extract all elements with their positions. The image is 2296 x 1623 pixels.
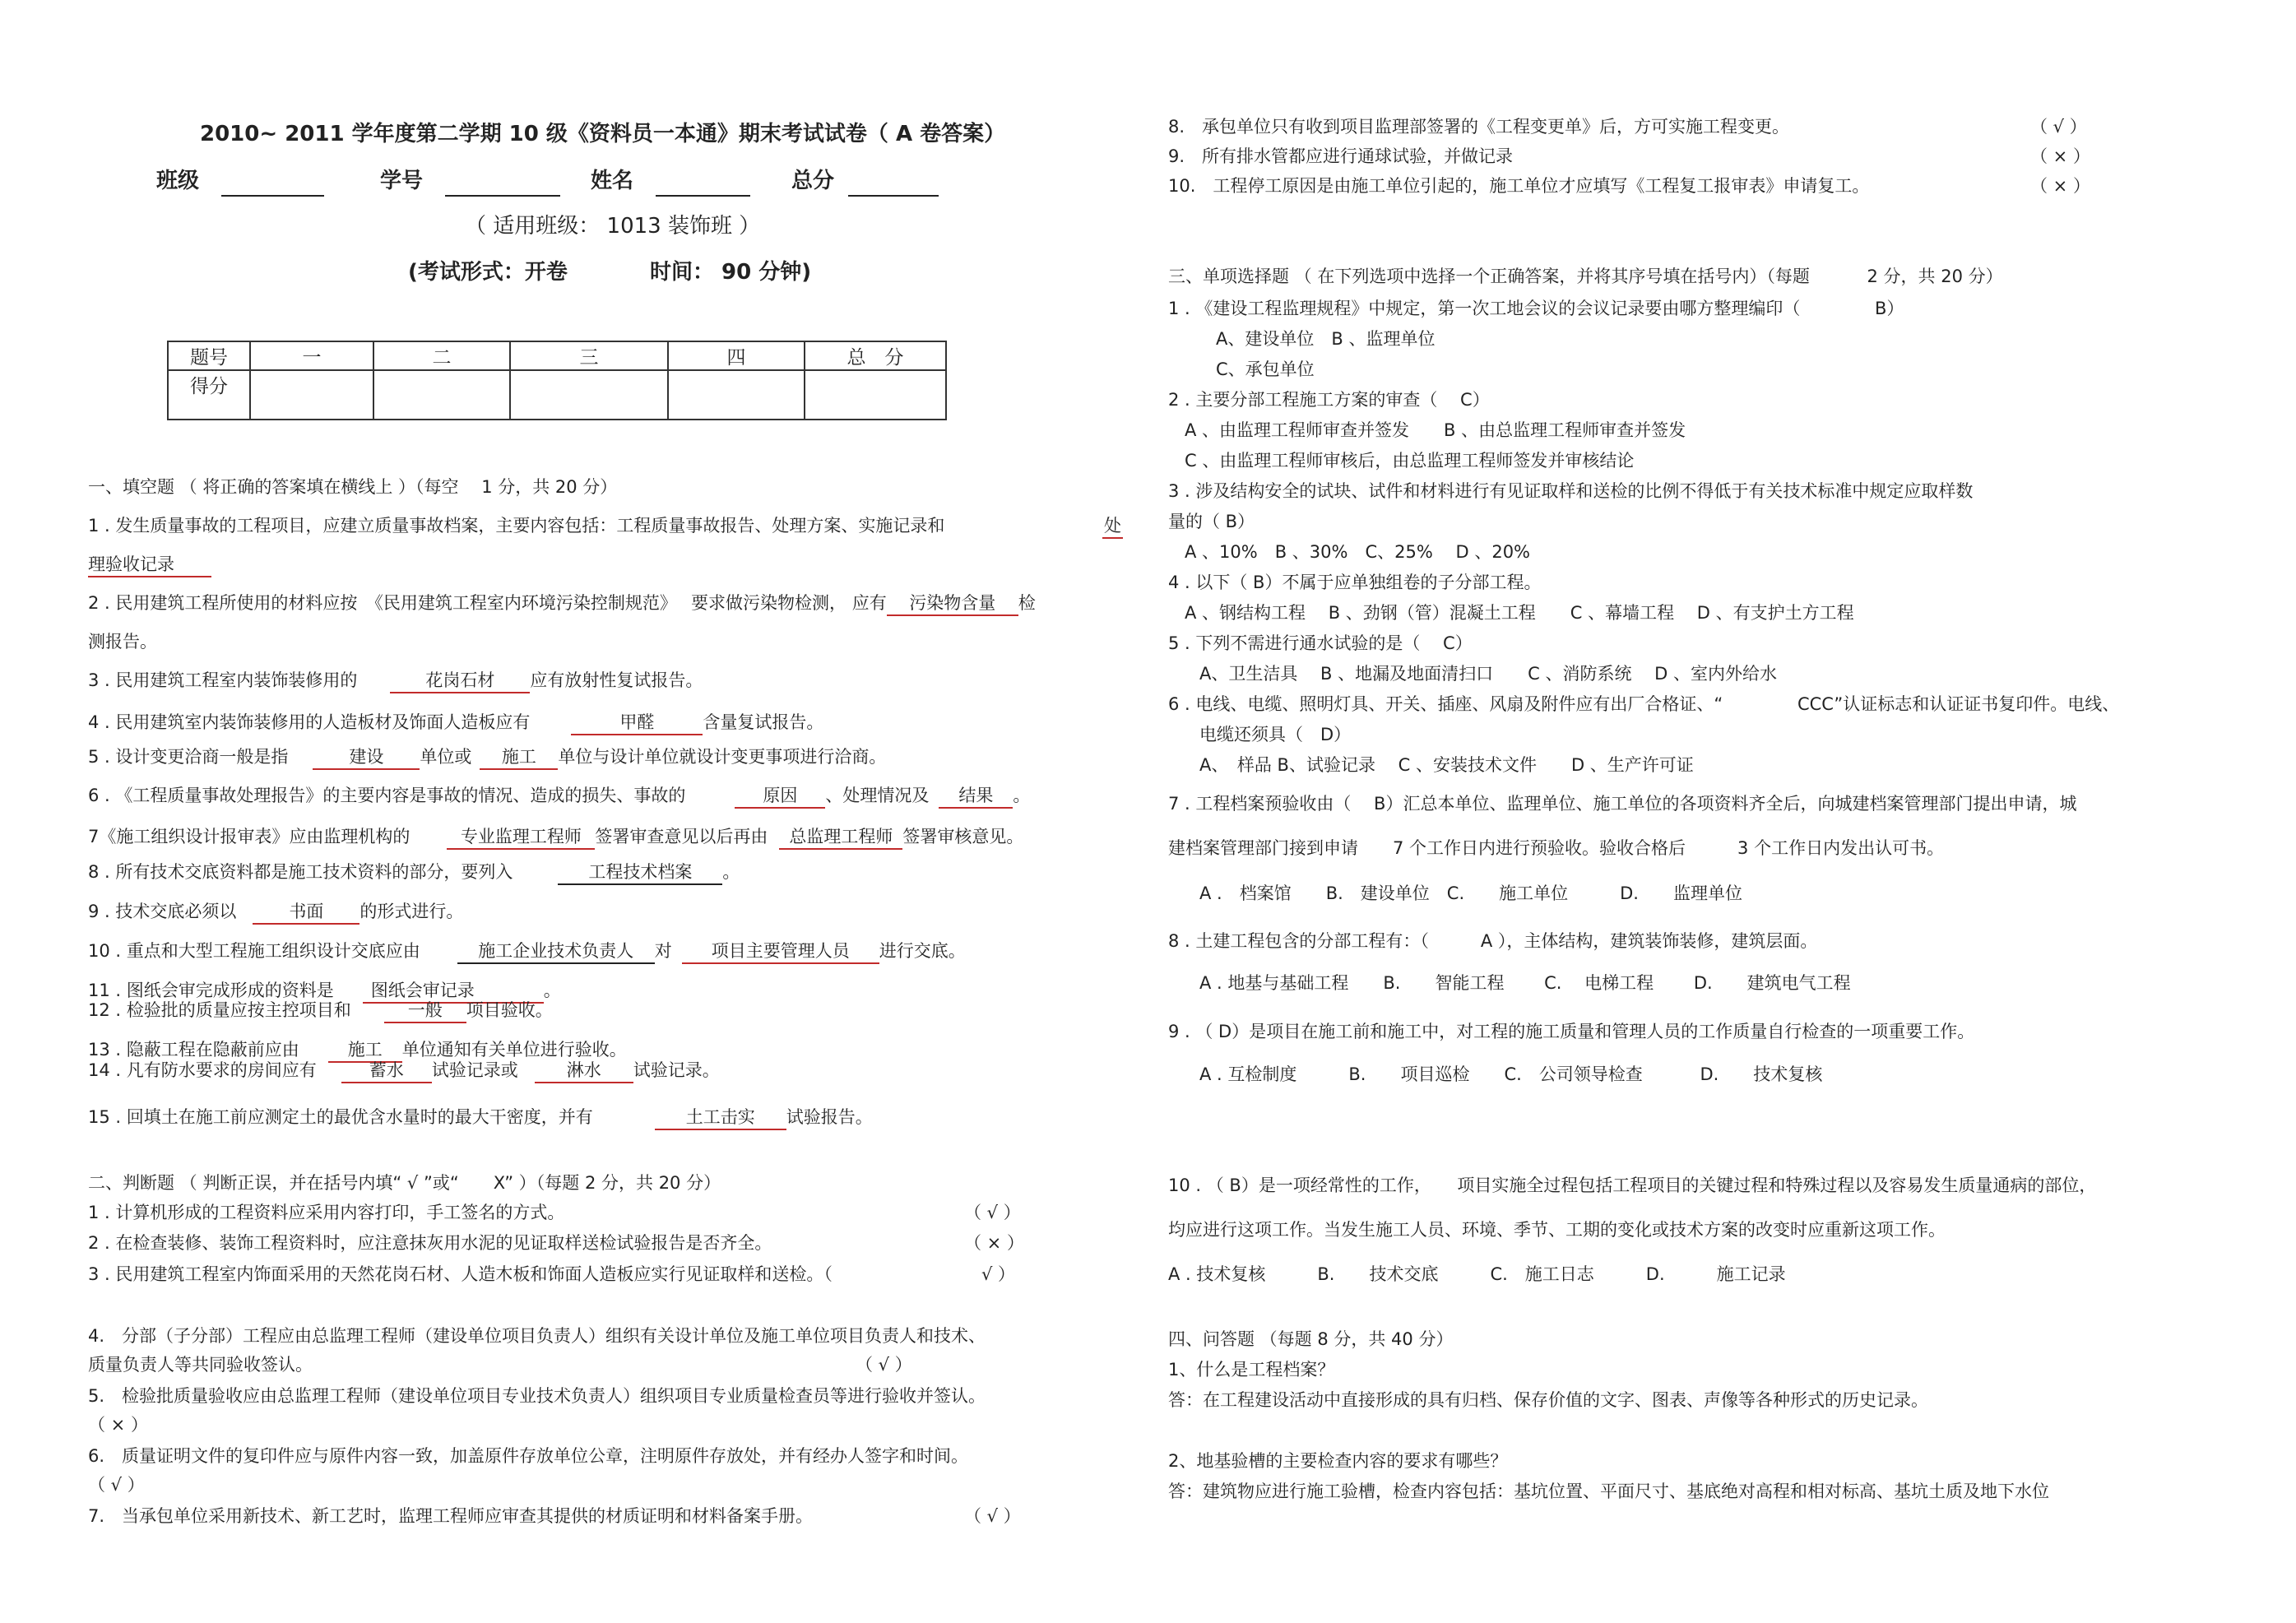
fill-q3-answer: 花岗石材: [390, 669, 530, 693]
fill-q8-text: 8 . 所有技术交底资料都是施工技术资料的部分，要列入: [88, 862, 513, 882]
judge-q2: 2 . 在检查装修、装饰工程资料时，应注意抹灰用水泥的见证取样送检试验报告是否齐全。: [88, 1233, 772, 1253]
total-label: 总分: [791, 169, 835, 193]
class-blank[interactable]: [221, 167, 324, 197]
fill-q7-answer2: 总监理工程师: [779, 825, 902, 850]
fill-q7-text-mid: 签署审查意见以后再由: [595, 827, 768, 846]
fill-q1-line1: 1 . 发生质量事故的工程项目，应建立质量事故档案，主要内容包括：工程质量事故报告、处理方案、实施记录和: [88, 516, 945, 536]
fill-q6-answer1: 原因: [735, 784, 825, 809]
judge-q8-mark: （ √ ）: [2030, 117, 2087, 137]
judge-q3-mark: √ ）: [981, 1264, 1016, 1284]
score-cell[interactable]: [668, 370, 805, 420]
score-cell[interactable]: [510, 370, 668, 420]
choice-q7-options: A . 档案馆 B. 建设单位 C. 施工单位 D. 监理单位: [1199, 883, 1742, 903]
fill-q15-text: 15 . 回填土在施工前应测定土的最优含水量时的最大干密度，并有: [88, 1107, 593, 1127]
judge-q5-mark: （ × ）: [88, 1415, 148, 1435]
choice-q8-options: A . 地基与基础工程 B. 智能工程 C. 电梯工程 D. 建筑电气工程: [1199, 973, 1851, 993]
choice-q7-line2: 建档案管理部门接到申请 7 个工作日内进行预验收。验收合格后 3 个工作日内发出认可书。: [1168, 838, 1945, 858]
essay-q2: 2、地基验槽的主要检查内容的要求有哪些？: [1168, 1451, 1508, 1471]
fill-q14-text-end: 试验记录。: [633, 1060, 720, 1080]
id-label: 学号: [380, 169, 424, 193]
fill-q2-text-end: 检: [1018, 593, 1036, 613]
choice-q9-options: A . 互检制度 B. 项目巡检 C. 公司领导检查 D. 技术复核: [1199, 1064, 1823, 1084]
score-table-row: [168, 370, 946, 420]
choice-q6-line1: 6 . 电线、电缆、照明灯具、开关、插座、风扇及附件应有出厂合格证、“ CCC”认证标志和认证证书复印件。电线、: [1168, 694, 2120, 714]
fill-q11-text: 11 . 图纸会审完成形成的资料是: [88, 981, 334, 1000]
score-header-cell: 题号: [168, 341, 250, 370]
fill-q1-answer-start: [1102, 514, 1123, 539]
fill-q6-text-end: 。: [1013, 786, 1031, 805]
score-header-cell: 一: [250, 341, 373, 370]
fill-q7-text: 7《施工组织设计报审表》应由监理机构的: [88, 827, 410, 846]
choice-q2: 2 . 主要分部工程施工方案的审查（ C）: [1168, 390, 1490, 410]
fill-q10-answer2: 项目主要管理人员: [682, 939, 879, 964]
judge-q10: 10. 工程停工原因是由施工单位引起的，施工单位才应填写《工程复工报审表》申请复工。: [1168, 176, 1870, 196]
student-id-field: [380, 167, 560, 197]
fill-q9: [88, 900, 463, 925]
fill-q4-answer: 甲醛: [571, 711, 703, 735]
judge-q3: 3 . 民用建筑工程室内饰面采用的天然花岗石材、人造木板和饰面人造板应实行见证取样和送检。（: [88, 1264, 833, 1284]
choice-q9: 9 . （ D）是项目在施工前和施工中，对工程的施工质量和管理人员的工作质量自行检查的一项重要工作。: [1168, 1022, 1975, 1041]
choice-q8: 8 . 土建工程包含的分部工程有：（ A ），主体结构，建筑装饰装修，建筑层面。: [1168, 931, 1818, 951]
essay-a2: 答：建筑物应进行施工验槽，检查内容包括：基坑位置、平面尺寸、基底绝对高程和相对标高、基坑土质及地下水位: [1168, 1482, 2049, 1501]
fill-q9-text: 9 . 技术交底必须以: [88, 902, 237, 921]
fill-q14-answer1: 蓄水: [341, 1059, 432, 1083]
fill-q10-text: 10 . 重点和大型工程施工组织设计交底应由: [88, 941, 420, 961]
choice-q1-options2: C、承包单位: [1216, 359, 1315, 379]
fill-q11-answer: 图纸会审记录: [363, 979, 544, 1004]
fill-q2-line1: [88, 591, 1036, 616]
essay-q1: 1、什么是工程档案？: [1168, 1360, 1335, 1380]
choice-q6-options: A、 样品 B、试验记录 C 、安装技术文件 D 、生产许可证: [1199, 755, 1694, 775]
choice-q7-line1: 7 . 工程档案预验收由（ B）汇总本单位、监理单位、施工单位的各项资料齐全后，向城建档案管理部门提出申请，城: [1168, 794, 2077, 814]
fill-q12-answer: 一般: [384, 999, 466, 1023]
name-label: 姓名: [591, 169, 634, 193]
fill-q12: [88, 999, 553, 1023]
class-label: 班级: [156, 169, 200, 193]
fill-q14: [88, 1059, 720, 1083]
judge-q1-mark: （ √ ）: [964, 1203, 1021, 1222]
essay-a1: 答：在工程建设活动中直接形成的具有归档、保存价值的文字、图表、声像等各种形式的历史记录。: [1168, 1390, 1928, 1410]
score-cell[interactable]: [373, 370, 510, 420]
score-cell[interactable]: [250, 370, 373, 420]
fill-q4-text: 4 . 民用建筑室内装饰装修用的人造板材及饰面人造板应有: [88, 712, 531, 732]
fill-q7: [88, 825, 1023, 850]
choice-q5-options: A、卫生洁具 B 、地漏及地面清扫口 C 、消防系统 D 、室内外给水: [1199, 664, 1777, 684]
fill-q3: [88, 669, 703, 693]
judge-q4-mark: （ √ ）: [856, 1355, 912, 1375]
judge-q7: 7. 当承包单位采用新技术、新工艺时，监理工程师应审查其提供的材质证明和材料备案手册。: [88, 1506, 814, 1526]
class-field: [156, 167, 324, 197]
fill-q11-text-end: 。: [543, 981, 561, 1000]
choice-q3-options: A 、10% B 、30% C、25% D 、20%: [1185, 542, 1531, 562]
name-field: [591, 167, 750, 197]
score-row-label: 得分: [168, 370, 250, 420]
judge-q6-mark: （ √ ）: [88, 1475, 145, 1495]
score-table-header-row: [168, 341, 946, 370]
section3-heading: 三、单项选择题 （ 在下列选项中选择一个正确答案，并将其序号填在括号内）（每题 2 分，共 20 分）: [1168, 267, 2003, 286]
section4-heading: 四、问答题 （每题 8 分，共 40 分）: [1168, 1329, 1454, 1349]
fill-q10: [88, 939, 966, 964]
fill-q14-text: 14 . 凡有防水要求的房间应有: [88, 1060, 317, 1080]
choice-q2-options1: A 、由监理工程师审查并签发 B 、由总监理工程师审查并签发: [1185, 420, 1686, 440]
fill-q3-text: 3 . 民用建筑工程室内装饰装修用的: [88, 670, 358, 690]
score-header-cell: 二: [373, 341, 510, 370]
fill-q13-text: 13 . 隐蔽工程在隐蔽前应由: [88, 1040, 299, 1060]
fill-q7-answer1: 专业监理工程师: [447, 825, 595, 850]
judge-q9: 9. 所有排水管都应进行通球试验，并做记录: [1168, 146, 1514, 166]
fill-q6-text-mid: 、处理情况及: [825, 786, 930, 805]
score-header-cell: 总 分: [805, 341, 946, 370]
fill-q13-text-end: 单位通知有关单位进行验收。: [401, 1040, 627, 1060]
judge-q5-line1: 5. 检验批质量验收应由总监理工程师（建设单位项目专业技术负责人）组织项目专业质量检查员等进行验收并签认。: [88, 1386, 986, 1406]
applicable-class: （ 适用班级： 1013 装饰班 ）: [465, 214, 761, 239]
fill-q10-text-mid: 对: [654, 941, 672, 961]
score-header-cell: 四: [668, 341, 805, 370]
fill-q5-answer1: 建设: [313, 745, 420, 770]
fill-q9-text-end: 的形式进行。: [359, 902, 464, 921]
fill-q12-text-end: 项目验收。: [466, 1000, 553, 1020]
fill-q5-text-mid: 单位或: [420, 747, 472, 767]
fill-q6-answer2: 结果: [939, 784, 1013, 809]
judge-q9-mark: （ × ）: [2030, 146, 2090, 166]
fill-q15-text-end: 试验报告。: [786, 1107, 873, 1127]
judge-q2-mark: （ × ）: [964, 1233, 1024, 1253]
fill-q2-line2: 测报告。: [88, 632, 157, 652]
fill-q9-answer: 书面: [253, 900, 359, 925]
fill-q7-text-end: 签署审核意见。: [902, 827, 1024, 846]
fill-q5-text: 5 . 设计变更洽商一般是指: [88, 747, 289, 767]
fill-q2-answer: 污染物含量: [887, 591, 1018, 616]
score-table: [167, 341, 947, 420]
fill-q1-answer: 处: [1102, 514, 1123, 539]
choice-q6-line2: 电缆还须具（ D）: [1199, 725, 1352, 744]
fill-q10-text-end: 进行交底。: [879, 941, 966, 961]
choice-q2-options2: C 、由监理工程师审核后，由总监理工程师签发并审核结论: [1185, 451, 1635, 471]
fill-q12-text: 12 . 检验批的质量应按主控项目和: [88, 1000, 351, 1020]
choice-q10-line2: 均应进行这项工作。当发生施工人员、环境、季节、工期的变化或技术方案的改变时应重新这项工作。: [1168, 1220, 1946, 1240]
section1-heading: 一、填空题 （ 将正确的答案填在横线上 ）（每空 1 分，共 20 分）: [88, 477, 618, 497]
fill-q5-answer2: 施工: [480, 745, 558, 770]
choice-q3-line2: 量的（ B）: [1168, 512, 1255, 531]
choice-q5: 5 . 下列不需进行通水试验的是（ C）: [1168, 633, 1473, 653]
judge-q4-line2: 质量负责人等共同验收签认。: [88, 1355, 313, 1375]
exam-time: 时间： 90 分钟): [650, 260, 812, 285]
fill-q6-text: 6 . 《工程质量事故处理报告》的主要内容是事故的情况、造成的损失、事故的: [88, 786, 686, 805]
fill-q1-answer-end: 理验收记录: [88, 553, 211, 577]
fill-q14-text-mid: 试验记录或: [431, 1060, 518, 1080]
choice-q1: 1 . 《建设工程监理规程》中规定，第一次工地会议的会议记录要由哪方整理编印（ B）: [1168, 299, 1904, 318]
fill-q5: [88, 745, 886, 770]
fill-q14-answer2: 淋水: [535, 1059, 633, 1083]
exam-form: (考试形式：开卷: [408, 260, 568, 285]
fill-q4-text-end: 含量复试报告。: [703, 712, 824, 732]
choice-q3-line1: 3 . 涉及结构安全的试块、试件和材料进行有见证取样和送检的比例不得低于有关技术标准中规定应取样数: [1168, 481, 1974, 501]
fill-q1-line2: [88, 553, 211, 577]
fill-q10-answer1: 施工企业技术负责人: [457, 939, 655, 964]
choice-q4-options: A 、钢结构工程 B 、劲钢（管）混凝土工程 C 、幕墙工程 D 、有支护土方工程: [1185, 603, 1854, 623]
id-blank[interactable]: [445, 167, 560, 197]
total-field: [791, 167, 939, 197]
judge-q10-mark: （ × ）: [2030, 176, 2090, 196]
section2-heading: 二、判断题 （ 判断正误，并在括号内填“ √ ”或“ X” ）（每题 2 分，共 20 分）: [88, 1173, 721, 1193]
judge-q8: 8. 承包单位只有收到项目监理部签署的《工程变更单》后，方可实施工程变更。: [1168, 117, 1790, 137]
choice-q1-options1: A、建设单位 B 、监理单位: [1216, 329, 1436, 349]
name-blank[interactable]: [656, 167, 750, 197]
judge-q1: 1 . 计算机形成的工程资料应采用内容打印，手工签名的方式。: [88, 1203, 565, 1222]
choice-q10-line1: 10 . （ B）是一项经常性的工作， 项目实施全过程包括工程项目的关键过程和特殊过程以及容易发生质量通病的部位，: [1168, 1176, 2097, 1195]
fill-q8-answer: 工程技术档案: [558, 860, 722, 885]
judge-q7-mark: （ √ ）: [964, 1506, 1021, 1526]
fill-q8-text-end: 。: [722, 862, 740, 882]
fill-q5-text-end: 单位与设计单位就设计变更事项进行洽商。: [558, 747, 887, 767]
fill-q8: [88, 860, 740, 885]
fill-q4: [88, 711, 823, 735]
choice-q4: 4 . 以下（ B）不属于应单独组卷的子分部工程。: [1168, 573, 1542, 592]
judge-q6-line1: 6. 质量证明文件的复印件应与原件内容一致，加盖原件存放单位公章，注明原件存放处，并有经办人签字和时间。: [88, 1446, 969, 1466]
total-blank[interactable]: [848, 167, 939, 197]
fill-q3-text-end: 应有放射性复试报告。: [530, 670, 703, 690]
fill-q2-text: 2 . 民用建筑工程所使用的材料应按 《民用建筑工程室内环境污染控制规范》 要求做污染物检测， 应有: [88, 593, 887, 613]
fill-q6: [88, 784, 1030, 809]
score-cell[interactable]: [805, 370, 946, 420]
fill-q15: [88, 1106, 873, 1130]
choice-q10-options: A . 技术复核 B. 技术交底 C. 施工日志 D. 施工记录: [1168, 1264, 1786, 1284]
fill-q15-answer: 土工击实: [655, 1106, 786, 1130]
score-header-cell: 三: [510, 341, 668, 370]
judge-q4-line1: 4. 分部（子分部）工程应由总监理工程师（建设单位项目负责人）组织有关设计单位及施工单位项目负责人和技术、: [88, 1326, 986, 1346]
page-title: 2010~ 2011 学年度第二学期 10 级《资料员一本通》期末考试试卷（ A 卷答案）: [200, 122, 1006, 146]
fill-q13-answer: 施工: [328, 1038, 402, 1063]
